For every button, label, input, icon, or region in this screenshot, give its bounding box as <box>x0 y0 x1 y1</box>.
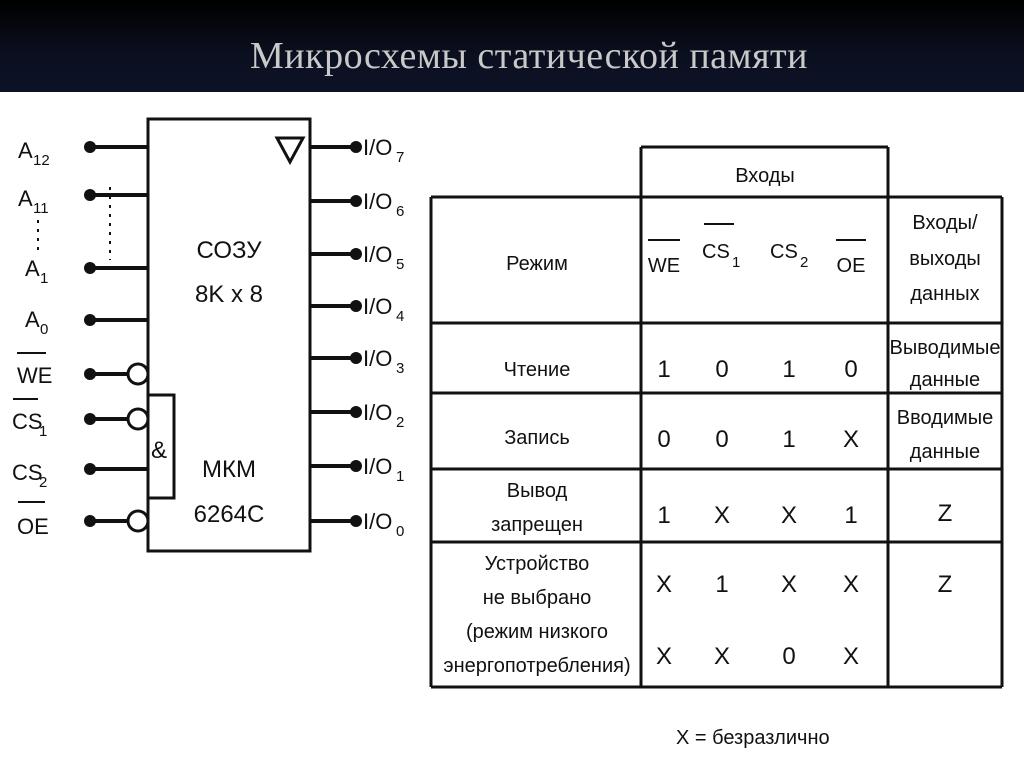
table-row <box>504 337 1001 391</box>
header-we-label: WE <box>647 255 681 277</box>
chip-label-type: СОЗУ <box>196 237 262 264</box>
table-row <box>443 553 952 677</box>
pin-label: I/O <box>363 509 393 534</box>
pin-label: I/O <box>363 135 393 160</box>
cell-oe: 1 <box>844 502 858 529</box>
diagram-canvas <box>0 92 1024 767</box>
header-cs2 <box>770 241 808 271</box>
pin-label: CS <box>12 460 43 485</box>
table-headers <box>506 165 981 305</box>
pin-sub: 12 <box>33 152 50 169</box>
pin-sub: 5 <box>396 256 405 273</box>
header-cs1 <box>702 224 740 271</box>
row-mode-line1: Вывод <box>506 480 568 502</box>
row-io-line1: Выводимые <box>889 337 1001 359</box>
cell-cs2: 1 <box>782 426 796 453</box>
pin-sub: 0 <box>396 523 405 540</box>
pin-sub: 1 <box>39 423 48 440</box>
cell-oe: X <box>842 426 860 453</box>
cell-cs1: 0 <box>715 426 729 453</box>
pin-label: A <box>18 138 33 163</box>
inverter-bubble <box>128 409 148 429</box>
pin-sub: 6 <box>396 203 405 220</box>
cell-cs1: 1 <box>715 571 729 598</box>
pin-sub: 2 <box>396 414 405 431</box>
cell-cs1: 0 <box>715 356 729 383</box>
pin-io6 <box>310 189 404 220</box>
pin-sub: 1 <box>396 468 405 485</box>
inverter-bubble <box>128 364 148 384</box>
row-mode-line2: не выбрано <box>482 587 592 609</box>
pin-a12 <box>18 138 148 169</box>
pin-a11 <box>18 186 148 217</box>
header-cs1-label: CS <box>702 241 730 263</box>
cell-oe: X <box>842 571 860 598</box>
cell-cs2: 1 <box>782 356 796 383</box>
cell-we: 0 <box>657 426 671 453</box>
pin-sub: 1 <box>40 270 49 287</box>
pin-we <box>17 353 148 388</box>
pin-sub: 2 <box>39 474 48 491</box>
pin-label: I/O <box>363 400 393 425</box>
header-oe-label: OE <box>836 255 866 277</box>
row-mode: Чтение <box>503 359 571 381</box>
header-oe <box>836 240 866 277</box>
chip-6264 <box>148 119 310 551</box>
right-pins <box>310 135 404 540</box>
cell-we: X <box>655 571 673 598</box>
cell-we: 1 <box>657 356 671 383</box>
pin-label: I/O <box>363 242 393 267</box>
table-row <box>491 480 952 536</box>
pin-label: I/O <box>363 189 393 214</box>
inputs-group-header: Входы <box>735 165 795 187</box>
pin-oe <box>17 502 148 539</box>
pin-label: WE <box>17 363 53 388</box>
pin-io0 <box>310 509 404 540</box>
cell-cs2: X <box>780 571 798 598</box>
io-header-line1: Входы/ <box>912 212 978 234</box>
pin-label: I/O <box>363 294 393 319</box>
slide-header <box>0 0 1024 92</box>
left-pins <box>12 138 148 539</box>
cell-oe: 0 <box>844 356 858 383</box>
row-mode-line1: Устройство <box>484 553 590 575</box>
row-io-line1: Вводимые <box>896 407 994 429</box>
cell-we: 1 <box>657 502 671 529</box>
pin-sub: 11 <box>33 200 49 217</box>
row-io: Z <box>937 571 953 598</box>
table-note: X = безразлично <box>676 727 830 749</box>
header-cs2-label: CS <box>770 241 798 263</box>
row-io-line2: данные <box>909 369 981 391</box>
pin-label: A <box>25 307 40 332</box>
row-io-line2: данные <box>909 441 981 463</box>
cell-cs2: 0 <box>782 643 796 670</box>
chip-label-series: МКМ <box>202 456 256 483</box>
and-gate-label: & <box>151 437 168 464</box>
pin-label: I/O <box>363 454 393 479</box>
pin-a0 <box>25 307 148 338</box>
cell-cs1: X <box>713 502 731 529</box>
inverter-bubble <box>128 511 148 531</box>
pin-io5 <box>310 242 404 273</box>
cell-cs1: X <box>713 643 731 670</box>
pin-label: A <box>18 186 33 211</box>
header-cs1-sub: 1 <box>732 254 741 271</box>
header-we <box>648 240 680 277</box>
pin-a1 <box>25 256 148 287</box>
chip-label-model: 6264С <box>193 501 265 528</box>
pin-cs2 <box>12 460 148 491</box>
cell-cs2: X <box>780 502 798 529</box>
pin-label: OE <box>17 514 49 539</box>
chip-label-size: 8K x 8 <box>194 281 264 308</box>
row-mode-line2: запрещен <box>491 514 583 536</box>
row-io: Z <box>937 500 953 527</box>
pin-io4 <box>310 294 404 325</box>
pin-label: A <box>25 256 40 281</box>
pin-sub: 7 <box>396 149 405 166</box>
mode-header: Режим <box>506 253 568 275</box>
io-header-line2: выходы <box>909 248 981 270</box>
pin-label: I/O <box>363 346 393 371</box>
io-header-line3: данных <box>910 283 980 305</box>
row-mode: Запись <box>504 427 570 449</box>
pin-sub: 0 <box>40 321 49 338</box>
slide-title: Микросхемы статической памяти <box>250 35 808 77</box>
pin-label: CS <box>12 409 43 434</box>
pin-io3 <box>310 346 404 377</box>
table-row <box>504 407 993 463</box>
row-mode-line3: (режим низкого <box>465 621 609 643</box>
pin-io1 <box>310 454 404 485</box>
pin-io2 <box>310 400 404 431</box>
header-cs2-sub: 2 <box>800 254 809 271</box>
pin-sub: 4 <box>396 308 405 325</box>
pin-sub: 3 <box>396 360 405 377</box>
pin-io7 <box>310 135 404 166</box>
cell-oe: X <box>842 643 860 670</box>
row-mode-line4: энергопотребления) <box>443 655 631 677</box>
pin-cs1 <box>12 399 148 440</box>
cell-we: X <box>655 643 673 670</box>
